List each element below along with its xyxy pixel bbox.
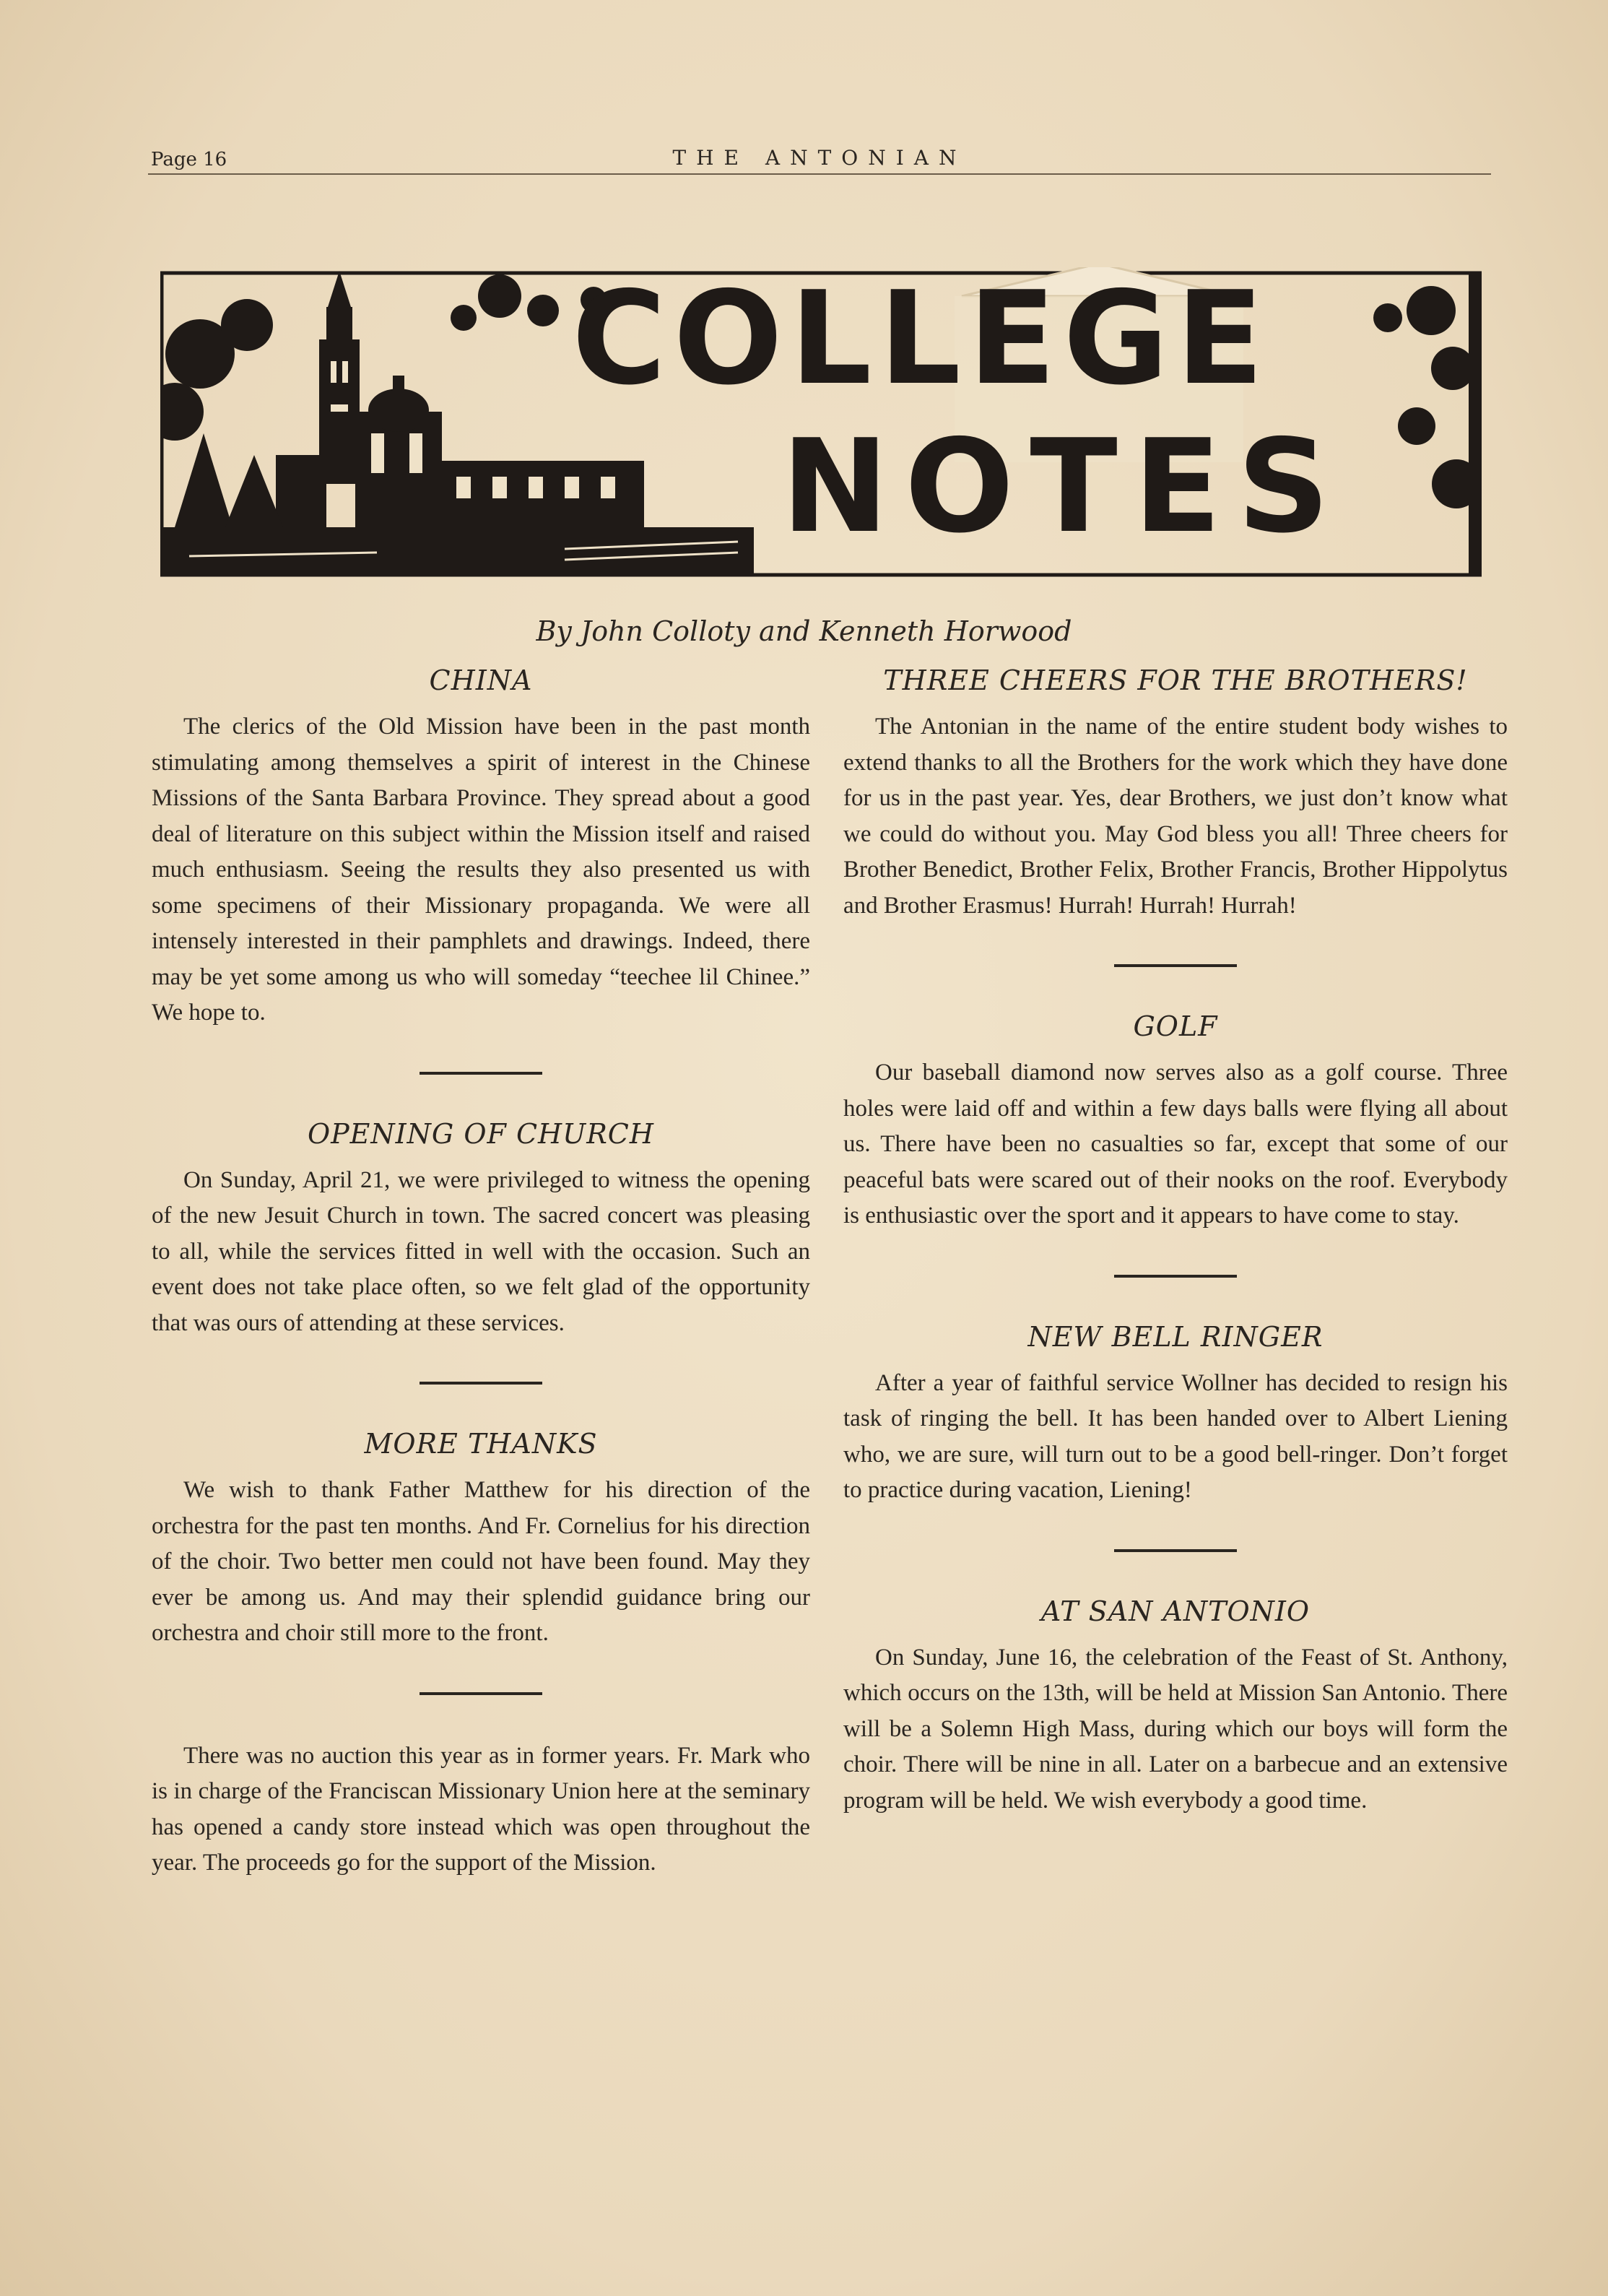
left-column	[152, 664, 810, 1881]
article-title: NEW BELL RINGER	[1027, 1320, 1324, 1353]
section-divider	[1114, 1549, 1237, 1552]
banner-title-notes: NOTES	[781, 412, 1346, 561]
article-title: GOLF	[1133, 1010, 1218, 1042]
article-body: Our baseball diamond now serves also as a golf course. Three holes were laid off and within a few days balls were flying all about us. There have been no casualties so far, except that some of our peaceful bats were scared out of their nooks on the roof. Everybody is enthusiastic over the sport and it appears to have come to stay.	[843, 1060, 1508, 1229]
section-divider	[1114, 1275, 1237, 1278]
article-body: We wish to thank Father Matthew for his direction of the orchestra for the past ten months. And Fr. Cornelius for his direction of the choir. Two better men could not have been found. May they ever be among us. And may their splendid guidance bring our orchestra and choir still more to the front.	[152, 1477, 810, 1646]
article-body: There was no auction this year as in former years. Fr. Mark who is in charge of the Franciscan Missionary Union here at the seminary has opened a candy store instead which was open throughout the year. The proceeds go for the support of the Mission.	[152, 1742, 810, 1876]
byline: By John Colloty and Kenneth Horwood	[536, 615, 1072, 647]
article-title: THREE CHEERS FOR THE BROTHERS!	[883, 664, 1468, 696]
banner-title-college: COLLEGE	[572, 264, 1272, 413]
article-new-bell-ringer	[843, 1321, 1508, 1509]
section-divider	[420, 1692, 542, 1695]
section-divider	[420, 1072, 542, 1075]
right-column	[843, 664, 1508, 1819]
article-at-san-antonio	[843, 1595, 1508, 1819]
article-title: AT SAN ANTONIO	[1040, 1595, 1311, 1627]
article-title: MORE THANKS	[364, 1428, 598, 1460]
section-divider	[1114, 964, 1237, 967]
running-header	[148, 144, 1491, 175]
magazine-title: THE ANTONIAN	[672, 146, 967, 170]
article-candy-store	[152, 1738, 810, 1881]
section-divider	[420, 1382, 542, 1385]
article-body: On Sunday, June 16, the celebration of the Feast of St. Anthony, which occurs on the 13th, will be held at Mission San Antonio. There will be a Solemn High Mass, during which our boys will form the choir. There will be nine in all. Later on a barbecue and an extensive program will be held. We wish everybody a good time.	[843, 1644, 1508, 1814]
article-opening-of-church	[152, 1118, 810, 1342]
article-more-thanks	[152, 1428, 810, 1652]
article-three-cheers	[843, 664, 1508, 924]
page-number: Page 16	[151, 149, 227, 170]
article-china	[152, 664, 810, 1031]
article-title: CHINA	[429, 664, 533, 696]
article-body: The Antonian in the name of the entire student body wishes to extend thanks to all the Brothers for the work which they have done for us in the past year. Yes, dear Brothers, we just don’t know what we could do without you. May God bless you all! Three cheers for Brother Benedict, Brother Felix, Brother Francis, Brother Hippolytus and Brother Erasmus! Hurrah! Hurrah! Hurrah!	[843, 714, 1508, 919]
college-notes-banner	[160, 264, 1482, 578]
article-body: On Sunday, April 21, we were privileged to witness the opening of the new Jesuit Church in town. The sacred concert was pleasing to all, while the services fitted in well with the occasion. Such an event does not take place often, so we felt glad of the opportunity that was ours of attending at these services.	[152, 1166, 810, 1336]
article-body: The clerics of the Old Mission have been in the past month stimulating among themselves a spirit of interest in the Chinese Missions of the Santa Barbara Province. They spread about a good deal of literature on this subject within the Mission itself and raised much enthusiasm. Seeing the results they also presented us with some specimens of their Missionary propaganda. We were all intensely interested in their pamphlets and drawings. Indeed, there may be yet some among us who will someday “teechee lil Chinee.” We hope to.	[152, 714, 810, 1026]
article-body: After a year of faithful service Wollner has decided to resign his task of ringing the bell. It has been handed over to Albert Liening who, we are sure, will turn out to be a good bell-ringer. Don’t forget to practice during vacation, Liening!	[843, 1369, 1508, 1503]
article-title: OPENING OF CHURCH	[307, 1117, 655, 1150]
article-golf	[843, 1010, 1508, 1234]
